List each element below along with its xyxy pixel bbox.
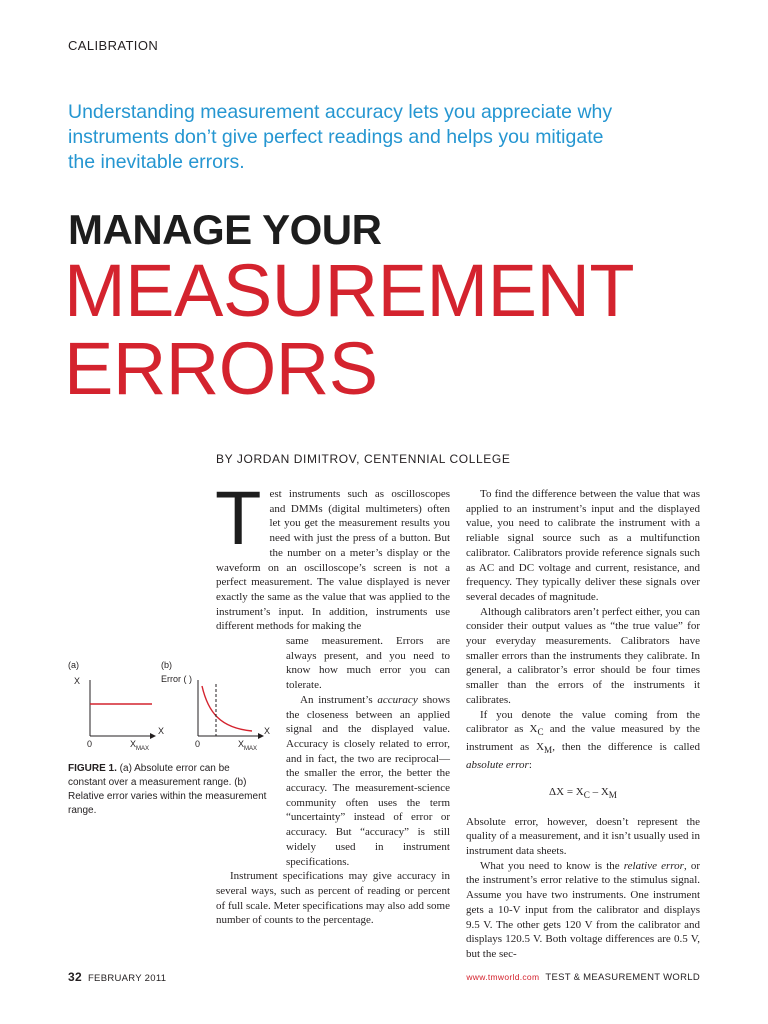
section-label: CALIBRATION [68,38,159,53]
fig-b-origin: 0 [195,739,201,749]
absolute-error-intro: If you denote the value coming from the calibrator as $X_C$ and the value measured by the instrument as $X_M$, then the difference is called absolute error: [466,708,701,772]
figure-1-plots [68,660,271,750]
fig-a-origin: 0 [87,739,93,749]
article-deck: Understanding measurement accuracy lets you appreciate why instruments don’t give perfect readings and helps you mitigate the inevitable errors. [68,101,613,173]
accuracy-paragraph: An instrument’s accuracy shows the closeness between an applied signal and the displayed value. Accuracy is closely related to error, and in fact, the two are reciprocal—the smaller the error, the better the accuracy. The measurement-science community often uses the term “uncertainty” instead of error or accuracy. But “accuracy” is still widely used in instrument specifications. [286,693,450,868]
figure-label-b: (b) [161,660,172,670]
issue-date: FEBRUARY 2011 [87,973,167,984]
page-footer-left [68,970,166,984]
intro-paragraph: Test instruments such as oscilloscopes and DMMs (digital multimeters) often let you get the measurement results you need with just the press of a button. But the number on a meter’s display or the waveform on an oscilloscope’s screen is not a perfect measurement. The value displayed is never exactly the same as the value that was applied to the instrument’s input. In addition, instruments use different methods for making the [215,476,450,633]
page-footer-right [466,972,700,983]
specs-paragraph: Instrument specifications may give accuracy in several ways, such as percent of reading or percent of full scale. Meter specifications may also add some number of counts to the percentage. [216,870,450,927]
figure-label-a: (a) [68,660,79,670]
drop-cap: T [215,476,262,561]
headline-line-1: MANAGE YOUR [68,206,382,253]
publication-name: TEST & MEASUREMENT WORLD [545,972,700,983]
figure-1-caption: FIGURE 1. (a) Absolute error can be constant over a measurement range. (b) Relative error varies within the measurement range. [68,763,267,816]
wrapped-text-block: same measurement. Errors are always present, and you need to know how much error you can tolerate. An instrument’s accuracy shows the closeness between an applied signal and the displayed value. Accuracy is closely related to error, and in fact, the two are reciprocal—the smaller the error, the better the accuracy. The measurement-science community often uses the term “uncertainty” instead of error or accuracy. But “accuracy” is still widely used in instrument specifications. [286,635,450,868]
fig-b-x-axis-label: X [264,726,271,736]
fig-b-y-axis-label: Error ( ) [161,674,192,684]
page-number: 32 [68,970,82,984]
publication-url[interactable]: www.tmworld.com [466,972,540,982]
fig-a-xmax-label: $X_{MAX}$ [130,739,150,752]
relative-error-paragraph: What you need to know is the relative error, or the instrument’s error relative to the stimulus signal. Assume you have two instruments. One instrument gets a 10-V input from the calibrator and displays 9.5 V. The other gets 120 V from the calibrator and displays 120.5 V. Both voltage differences are 0.5 V, but the sec- [466,859,700,960]
headline-line-2: MEASUREMENT [64,249,635,332]
fig-b-relative-error-curve [202,686,252,731]
figure-1 [68,660,271,752]
fig-a-x-axis-label: X [158,726,165,736]
fig-b-xmax-label: $X_{MAX}$ [238,739,258,752]
absolute-error-formula: $\Delta X = X_C - X_M$ [549,785,617,800]
byline: BY JORDAN DIMITROV, CENTENNIAL COLLEGE [216,452,511,466]
headline-line-3: ERRORS [64,327,378,410]
body-column-right: To find the difference between the value that was applied to an instrument’s input and the displayed value, you need to calibrate the instrument with a reliable signal source such as a multifunction calibrator. Calibrators provide reference signals such as AC and DC voltage and current, resistance, and frequency. They typically deliver these signals over several decades of magnitude. Although calibrators aren’t perfect either, you can consider their output values as “the true value” for your everyday measurements. Calibrators have smaller errors than the instruments they calibrate. In general, a calibrator’s error should be four times smaller than the errors of the instruments it calibrates. If you denote the value coming from the calibrator as $X_C$ and the value measured by the instrument as $X_M$, then the difference is called absolute error: $\Delta X = X_C - X_M$ Absolute error, however, doesn’t represent the quality of a measurement, and it isn’t usually used in instrument data sheets. What you need to know is the relative error, or the instrument’s error relative to the stimulus signal. Assume you have two instruments. One instrument gets a 10-V input from the calibrator and displays 9.5 V. The other gets 120 V from the calibrator and displays 120.5 V. Both voltage differences are 0.5 V, but the sec- [466,488,701,960]
fig-a-y-axis-label: X [74,676,81,686]
